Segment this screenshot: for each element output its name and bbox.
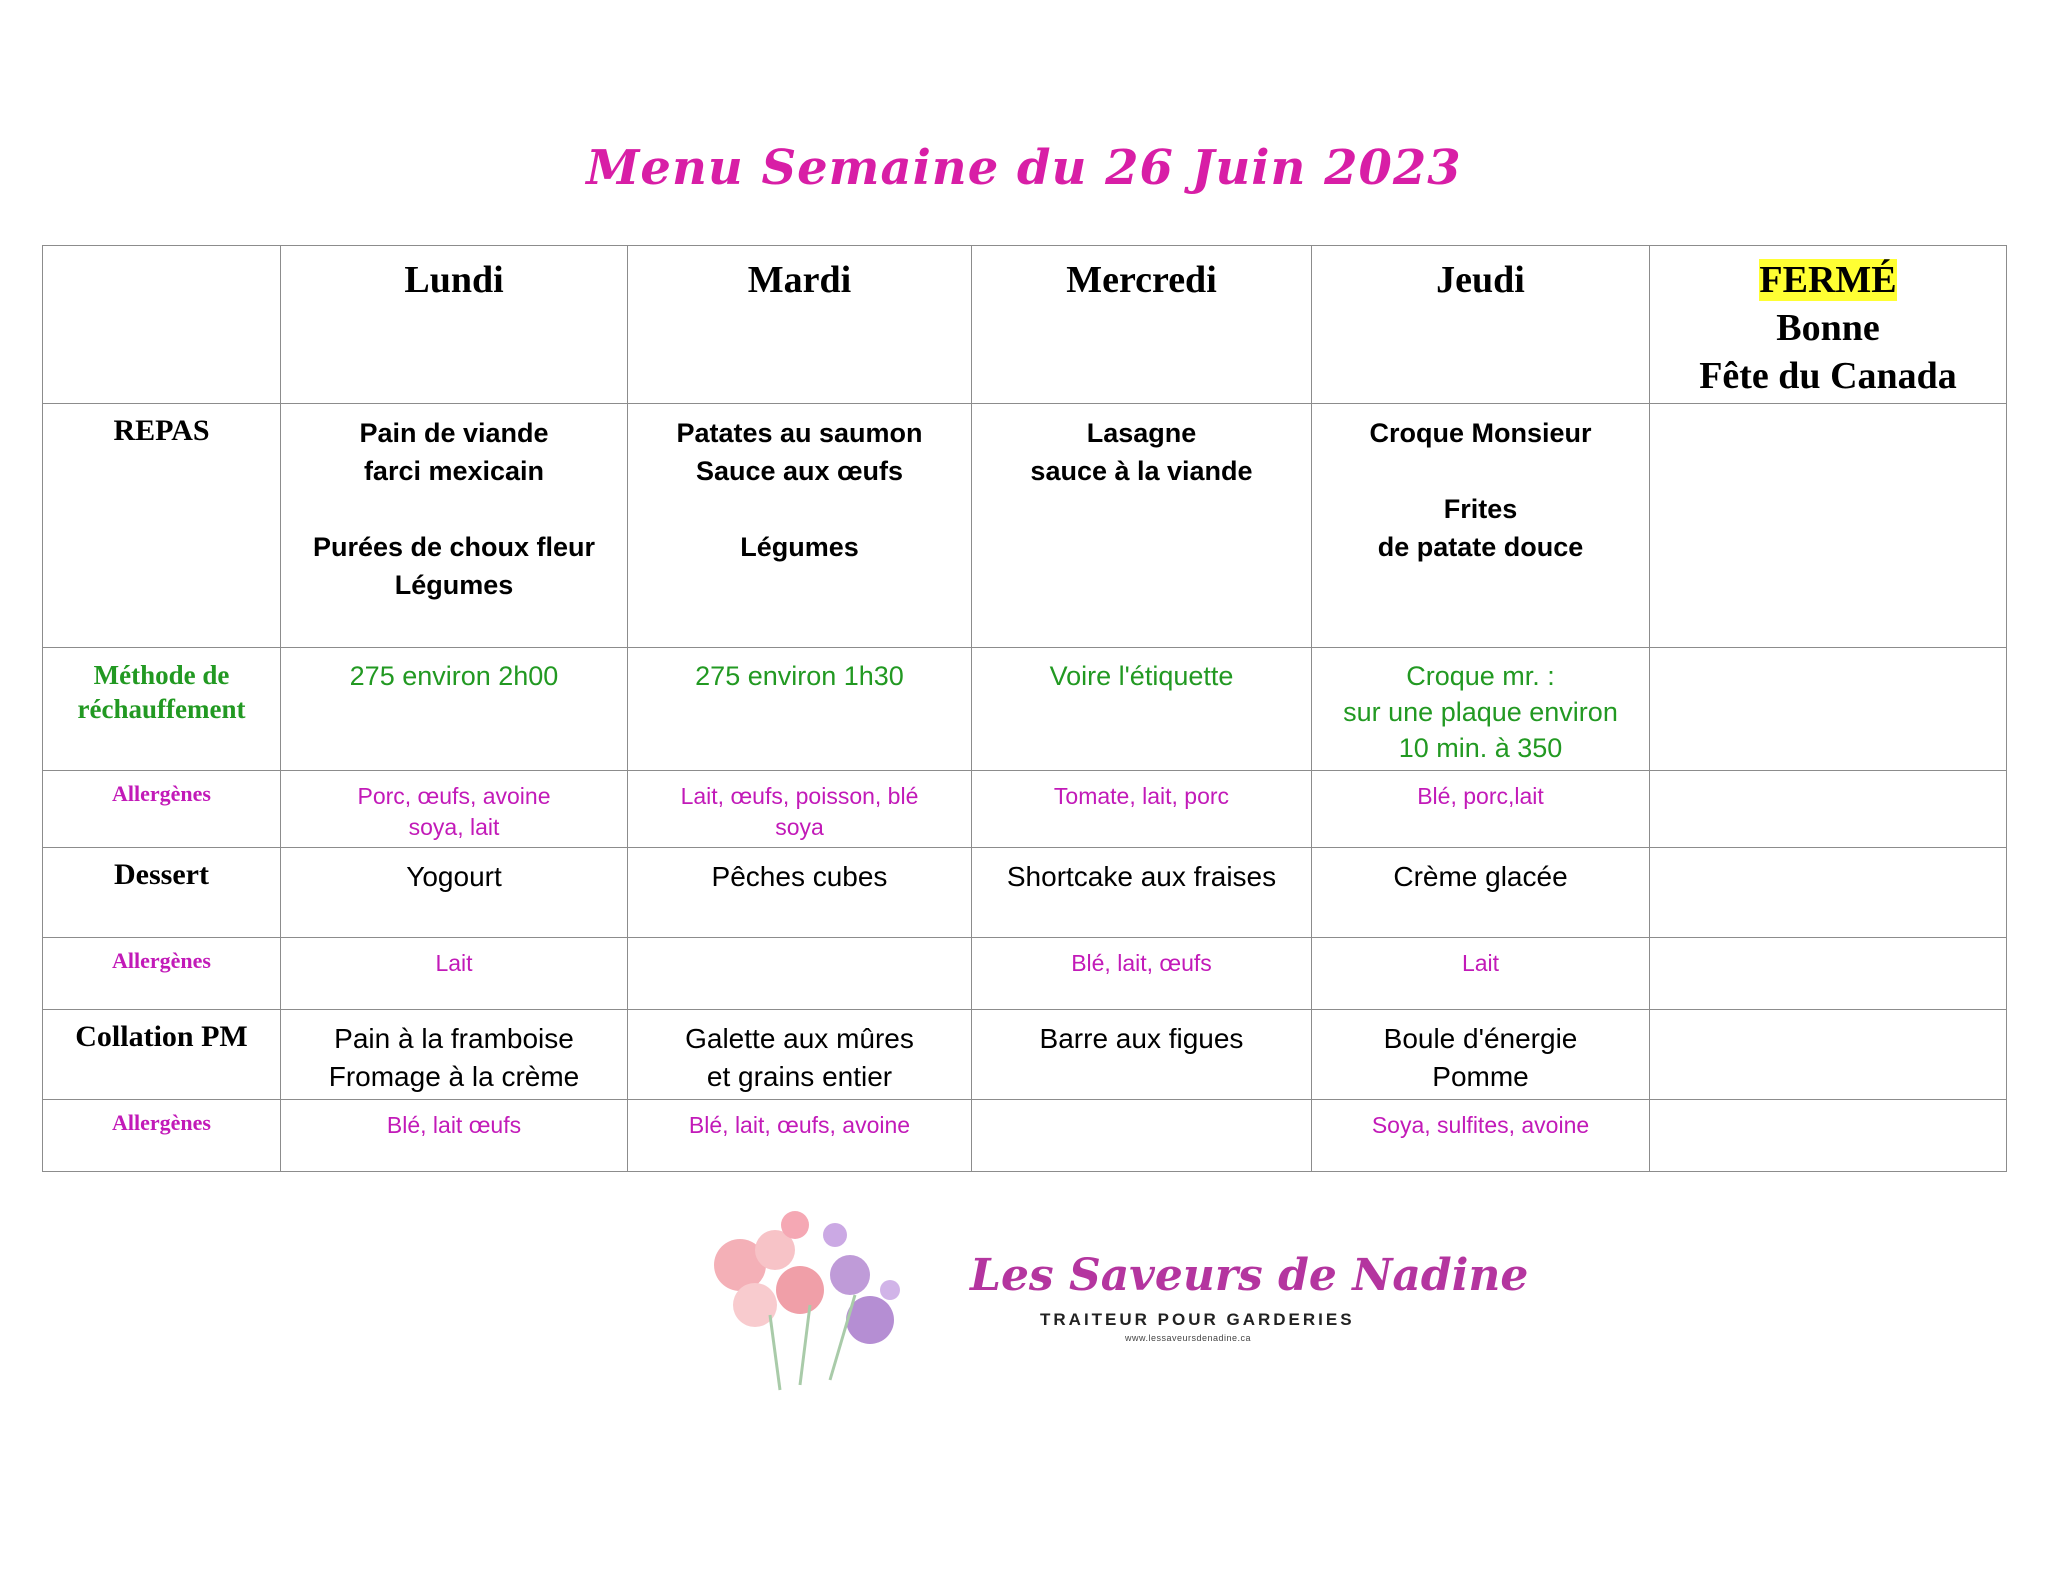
allergenes-dessert-lundi: Lait [281,938,628,1010]
day-header-jeudi: Jeudi [1312,246,1650,404]
allergenes-dessert-mercredi: Blé, lait, œufs [972,938,1312,1010]
row-label-dessert: Dessert [43,848,281,938]
collation-mercredi: Barre aux figues [972,1010,1312,1100]
corner-cell [43,246,281,404]
row-label-repas: REPAS [43,404,281,648]
row-label-allergenes-collation: Allergènes [43,1100,281,1172]
ferme-note: Bonne Fête du Canada [1699,307,1957,397]
row-label-methode: Méthode de réchauffement [43,648,281,771]
brand-url: www.lessaveursdenadine.ca [1125,1333,1252,1343]
allergenes-dessert-ferme [1650,938,2007,1010]
collation-jeudi: Boule d'énergie Pomme [1312,1010,1650,1100]
allergenes-collation-ferme [1650,1100,2007,1172]
row-label-allergenes-dessert: Allergènes [43,938,281,1010]
brand-tagline: TRAITEUR POUR GARDERIES [1040,1310,1355,1329]
allergenes-collation-jeudi: Soya, sulfites, avoine [1312,1100,1650,1172]
allergenes-repas-mardi: Lait, œufs, poisson, blé soya [628,771,972,848]
allergenes-dessert-jeudi: Lait [1312,938,1650,1010]
row-allergenes-dessert [43,938,2007,1010]
row-allergenes-collation [43,1100,2007,1172]
day-header-ferme [1650,246,2007,404]
row-methode [43,648,2007,771]
allergenes-repas-ferme [1650,771,2007,848]
row-label-collation: Collation PM [43,1010,281,1100]
repas-mercredi: Lasagne sauce à la viande [972,404,1312,648]
day-header-mercredi: Mercredi [972,246,1312,404]
header-row [43,246,2007,404]
ferme-label: FERMÉ [1759,259,1897,301]
collation-mardi: Galette aux mûres et grains entier [628,1010,972,1100]
methode-jeudi: Croque mr. : sur une plaque environ 10 min. à 350 [1312,648,1650,771]
dessert-lundi: Yogourt [281,848,628,938]
allergenes-collation-mardi: Blé, lait, œufs, avoine [628,1100,972,1172]
collation-lundi: Pain à la framboise Fromage à la crème [281,1010,628,1100]
repas-ferme [1650,404,2007,648]
menu-table [42,245,2007,1172]
dessert-ferme [1650,848,2007,938]
dessert-mercredi: Shortcake aux fraises [972,848,1312,938]
page-title: Menu Semaine du 26 Juin 2023 [586,140,1462,196]
allergenes-collation-mercredi [972,1100,1312,1172]
row-allergenes-repas [43,771,2007,848]
day-header-mardi: Mardi [628,246,972,404]
allergenes-repas-jeudi: Blé, porc,lait [1312,771,1650,848]
collation-ferme [1650,1010,2007,1100]
methode-mercredi: Voire l'étiquette [972,648,1312,771]
repas-lundi: Pain de viande farci mexicain Purées de choux fleur Légumes [281,404,628,648]
allergenes-repas-lundi: Porc, œufs, avoine soya, lait [281,771,628,848]
allergenes-collation-lundi: Blé, lait œufs [281,1100,628,1172]
row-dessert [43,848,2007,938]
repas-jeudi: Croque Monsieur Frites de patate douce [1312,404,1650,648]
methode-lundi: 275 environ 2h00 [281,648,628,771]
allergenes-repas-mercredi: Tomate, lait, porc [972,771,1312,848]
dessert-jeudi: Crème glacée [1312,848,1650,938]
brand-name: Les Saveurs de Nadine [970,1250,1529,1301]
repas-mardi: Patates au saumon Sauce aux œufs Légumes [628,404,972,648]
row-repas [43,404,2007,648]
row-label-allergenes-repas: Allergènes [43,771,281,848]
day-header-lundi: Lundi [281,246,628,404]
row-collation [43,1010,2007,1100]
methode-mardi: 275 environ 1h30 [628,648,972,771]
methode-ferme [1650,648,2007,771]
allergenes-dessert-mardi [628,938,972,1010]
dessert-mardi: Pêches cubes [628,848,972,938]
